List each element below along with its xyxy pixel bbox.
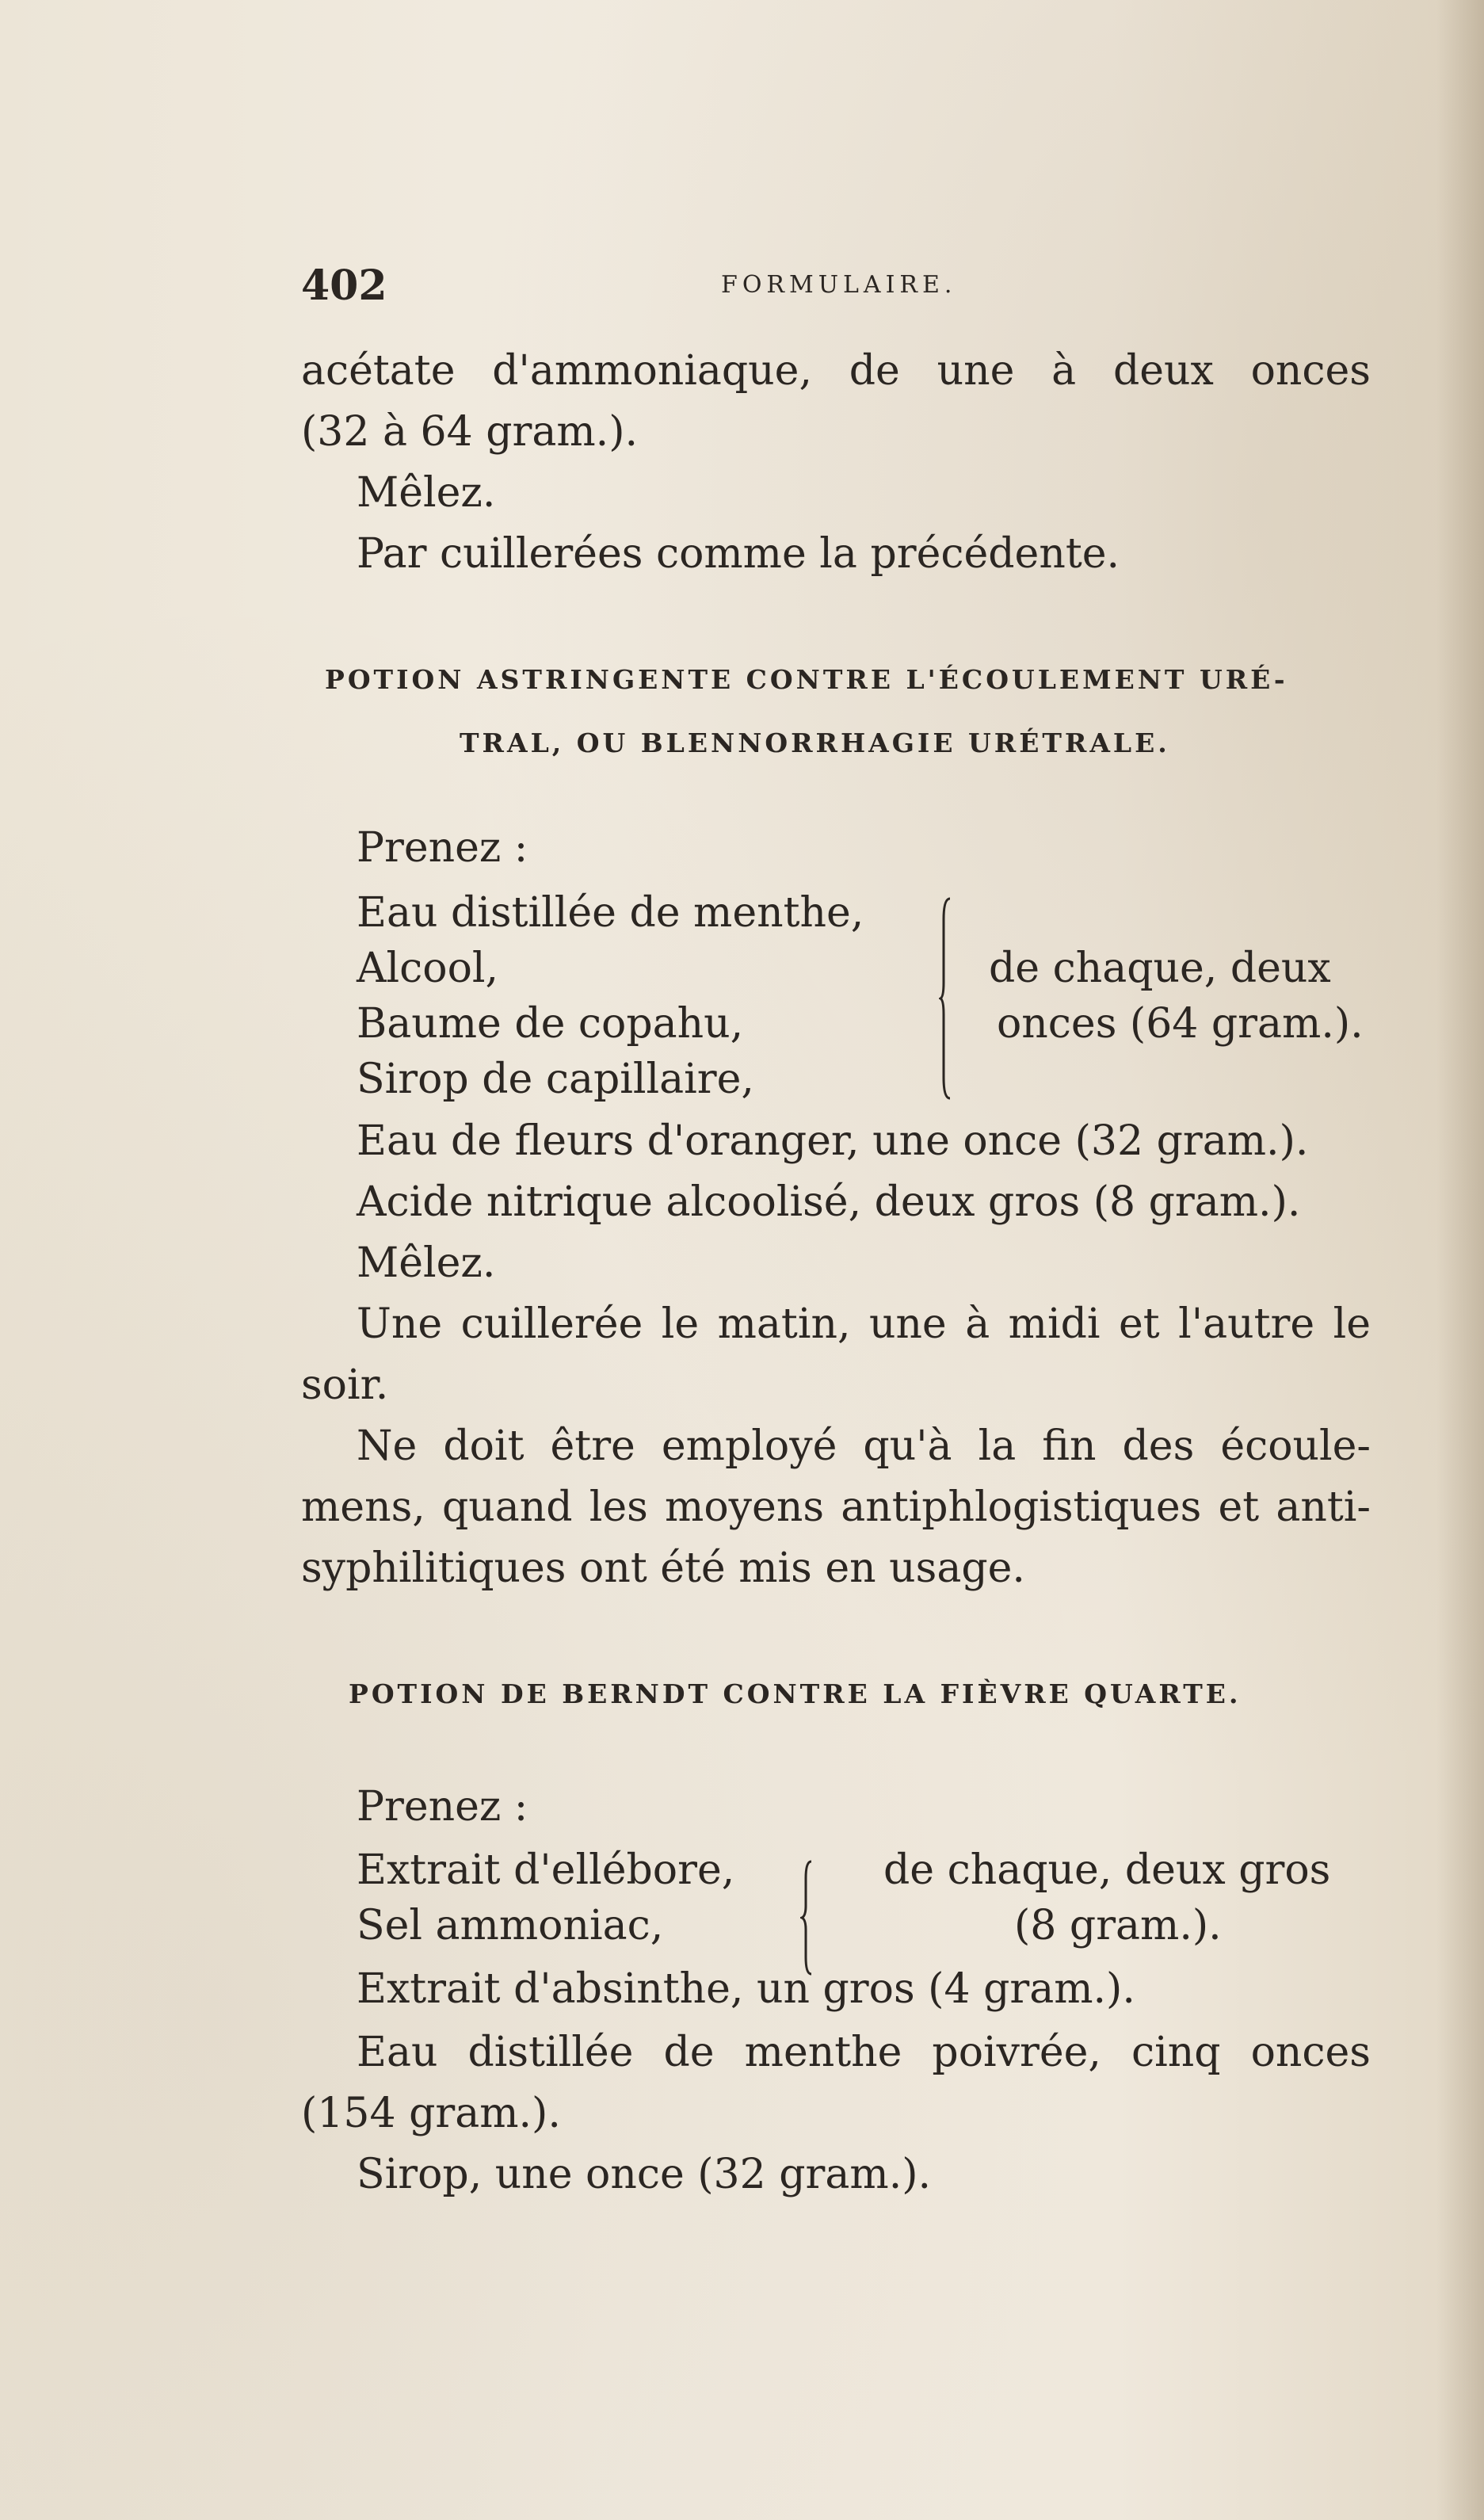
prenez-label: Prenez :: [357, 824, 528, 872]
text-line: Une cuillerée le matin, une à midi et l'autre le: [357, 1300, 1371, 1348]
ingredient-item: Sel ammoniac,: [357, 1902, 664, 1949]
section-heading: POTION DE BERNDT CONTRE LA FIÈVRE QUARTE.: [349, 1678, 1242, 1709]
section-heading: POTION ASTRINGENTE CONTRE L'ÉCOULEMENT URÉ-: [325, 664, 1288, 695]
ingredient-item: Extrait d'ellébore,: [357, 1846, 735, 1894]
text-line: (154 gram.).: [301, 2090, 561, 2137]
text-line: acétate d'ammoniaque, de une à deux onces: [301, 347, 1371, 395]
text-line: soir.: [301, 1361, 389, 1409]
text-line: Mêlez.: [357, 1239, 496, 1287]
curly-brace-icon: [939, 895, 955, 1102]
text-line: Extrait d'absinthe, un gros (4 gram.).: [357, 1965, 1135, 2013]
brace-quantity: onces (64 gram.).: [997, 1000, 1364, 1048]
curly-brace-icon: [800, 1858, 816, 1977]
text-line: Eau de fleurs d'oranger, une once (32 gram.).: [357, 1117, 1309, 1165]
brace-quantity: (8 gram.).: [1014, 1902, 1222, 1949]
running-title: FORMULAIRE.: [721, 271, 957, 299]
running-header: [301, 262, 1371, 325]
brace-quantity: de chaque, deux gros: [883, 1846, 1331, 1894]
text-line: Mêlez.: [357, 469, 496, 517]
ingredient-item: Sirop de capillaire,: [357, 1056, 754, 1103]
text-line: Ne doit être employé qu'à la fin des écoule-: [357, 1422, 1371, 1470]
text-line: (32 à 64 gram.).: [301, 408, 639, 456]
text-line: Sirop, une once (32 gram.).: [357, 2151, 932, 2198]
page-number: 402: [301, 262, 387, 310]
text-line: Eau distillée de menthe poivrée, cinq onces: [357, 2029, 1371, 2076]
ingredient-item: Alcool,: [357, 945, 499, 992]
text-line: Acide nitrique alcoolisé, deux gros (8 gram.).: [357, 1178, 1301, 1226]
ingredient-item: Eau distillée de menthe,: [357, 889, 864, 937]
ingredient-item: Baume de copahu,: [357, 1000, 744, 1048]
page-edge-shadow: [1436, 0, 1484, 2520]
text-line: mens, quand les moyens antiphlogistiques et anti-: [301, 1483, 1371, 1531]
prenez-label: Prenez :: [357, 1783, 528, 1831]
section-heading-continued: TRAL, OU BLENNORRHAGIE URÉTRALE.: [460, 727, 1170, 758]
brace-quantity: de chaque, deux: [989, 945, 1331, 992]
text-line: syphilitiques ont été mis en usage.: [301, 1544, 1025, 1592]
text-line: Par cuillerées comme la précédente.: [357, 530, 1120, 578]
